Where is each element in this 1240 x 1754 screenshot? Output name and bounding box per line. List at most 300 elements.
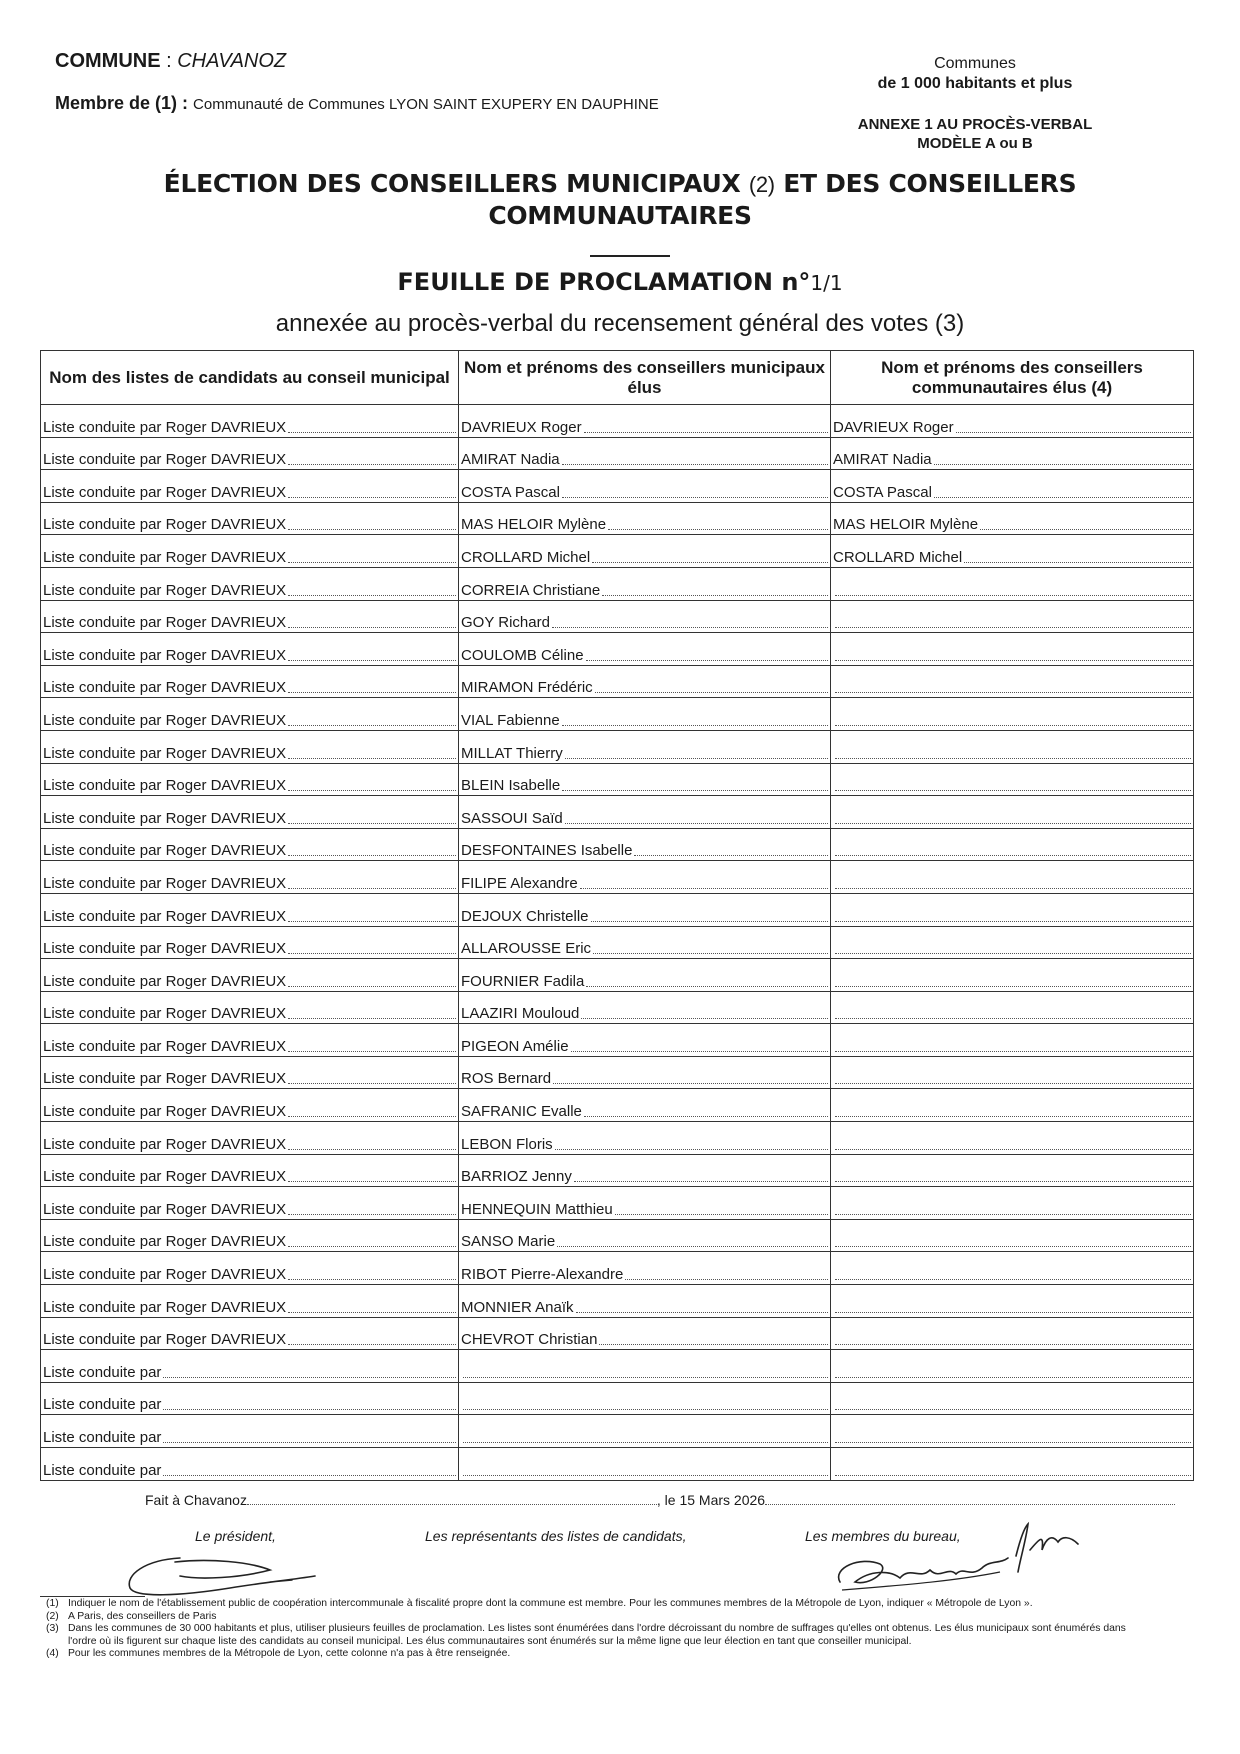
- cell-liste-text: Liste conduite par Roger DAVRIEUX: [43, 1070, 287, 1088]
- cell-liste: [41, 1285, 459, 1318]
- cell-communautaire: [831, 1154, 1194, 1187]
- cell-liste-text: Liste conduite par Roger DAVRIEUX: [43, 646, 287, 664]
- cell-municipal: [459, 1089, 831, 1122]
- dotted-line: [288, 1246, 456, 1247]
- cell-liste: [41, 1448, 459, 1481]
- dotted-line: [288, 1116, 456, 1117]
- cell-liste-text: Liste conduite par Roger DAVRIEUX: [43, 940, 287, 958]
- table-row: [41, 1350, 1194, 1383]
- dotted-line: [835, 725, 1191, 726]
- cell-communautaire-text: COSTA Pascal: [833, 483, 932, 501]
- dotted-line: [835, 1181, 1191, 1182]
- cell-municipal-text: MAS HELOIR Mylène: [461, 516, 607, 534]
- cell-liste-text: Liste conduite par Roger DAVRIEUX: [43, 842, 287, 860]
- president-label: Le président,: [195, 1528, 276, 1544]
- table-row: [41, 1448, 1194, 1481]
- table-row: [41, 437, 1194, 470]
- cell-liste: [41, 1154, 459, 1187]
- cell-municipal-text: PIGEON Amélie: [461, 1037, 569, 1055]
- cell-liste-text: Liste conduite par Roger DAVRIEUX: [43, 972, 287, 990]
- title-ref: (2): [748, 172, 775, 197]
- table-row: [41, 763, 1194, 796]
- title-part2: ET DES CONSEILLERS: [783, 169, 1077, 198]
- dotted-line: [571, 1051, 828, 1052]
- dotted-line: [288, 464, 456, 465]
- dotted-line: [586, 986, 828, 987]
- dotted-line: [565, 758, 828, 759]
- cell-liste-text: Liste conduite par: [43, 1461, 162, 1479]
- dotted-line: [835, 1116, 1191, 1117]
- cell-liste-text: Liste conduite par Roger DAVRIEUX: [43, 1298, 287, 1316]
- cell-municipal: [459, 1285, 831, 1318]
- dotted-line: [288, 1051, 456, 1052]
- cell-communautaire: [831, 1252, 1194, 1285]
- cell-liste: [41, 1024, 459, 1057]
- table-row: [41, 1382, 1194, 1415]
- cell-communautaire: [831, 1122, 1194, 1155]
- dotted-line: [574, 1181, 828, 1182]
- cell-liste-text: Liste conduite par Roger DAVRIEUX: [43, 581, 287, 599]
- communes-label: Communes: [934, 55, 1016, 72]
- table-row: [41, 796, 1194, 829]
- dotted-line: [565, 823, 828, 824]
- table-row: [41, 1285, 1194, 1318]
- table-row: [41, 1187, 1194, 1220]
- commune-line: [55, 50, 659, 73]
- table-body: [41, 405, 1194, 1481]
- cell-municipal: [459, 665, 831, 698]
- cell-liste-text: Liste conduite par Roger DAVRIEUX: [43, 483, 287, 501]
- dotted-line: [835, 660, 1191, 661]
- annexee-line: annexée au procès-verbal du recensement général des votes (3): [275, 310, 965, 337]
- table-row: [41, 665, 1194, 698]
- dotted-line: [625, 1279, 828, 1280]
- dotted-line: [555, 1149, 828, 1150]
- fait-dots: [247, 1504, 657, 1505]
- cell-municipal: [459, 926, 831, 959]
- cell-liste-text: Liste conduite par Roger DAVRIEUX: [43, 777, 287, 795]
- cell-municipal: [459, 991, 831, 1024]
- dotted-line: [163, 1475, 456, 1476]
- dotted-line: [463, 1475, 828, 1476]
- dotted-line: [835, 1246, 1191, 1247]
- cell-municipal-text: DESFONTAINES Isabelle: [461, 842, 633, 860]
- table-row: [41, 1024, 1194, 1057]
- dotted-line: [288, 1344, 456, 1345]
- dotted-line: [562, 497, 828, 498]
- dotted-line: [835, 758, 1191, 759]
- dotted-line: [288, 562, 456, 563]
- habitants-label: de 1 000 habitants et plus: [877, 75, 1073, 92]
- dotted-line: [163, 1409, 456, 1410]
- cell-municipal: [459, 1154, 831, 1187]
- dotted-line: [463, 1442, 828, 1443]
- table-row: [41, 567, 1194, 600]
- cell-liste: [41, 991, 459, 1024]
- footnotes: [46, 1598, 1156, 1661]
- dotted-line: [835, 953, 1191, 954]
- dotted-line: [288, 888, 456, 889]
- col-header-communautaires: Nom et prénoms des conseillers communautaires élus (4): [831, 351, 1194, 405]
- dotted-line: [288, 627, 456, 628]
- title-part1: ÉLECTION DES CONSEILLERS MUNICIPAUX: [163, 169, 741, 198]
- dotted-line: [835, 627, 1191, 628]
- cell-municipal: [459, 796, 831, 829]
- cell-municipal: [459, 405, 831, 438]
- cell-communautaire: [831, 535, 1194, 568]
- cell-liste: [41, 1317, 459, 1350]
- cell-communautaire: [831, 1382, 1194, 1415]
- cell-liste-text: Liste conduite par Roger DAVRIEUX: [43, 1005, 287, 1023]
- cell-liste: [41, 665, 459, 698]
- cell-communautaire: [831, 828, 1194, 861]
- cell-liste-text: Liste conduite par Roger DAVRIEUX: [43, 451, 287, 469]
- cell-liste: [41, 861, 459, 894]
- cell-communautaire: [831, 470, 1194, 503]
- dotted-line: [288, 1083, 456, 1084]
- cell-municipal: [459, 1448, 831, 1481]
- commune-value: CHAVANOZ: [177, 50, 287, 72]
- table-row: [41, 730, 1194, 763]
- dotted-line: [288, 986, 456, 987]
- dotted-line: [562, 725, 828, 726]
- cell-liste: [41, 437, 459, 470]
- cell-liste: [41, 926, 459, 959]
- table-row: [41, 959, 1194, 992]
- footnote-number: (3): [46, 1623, 59, 1634]
- cell-liste: [41, 600, 459, 633]
- dotted-line: [934, 464, 1191, 465]
- cell-communautaire: [831, 991, 1194, 1024]
- dotted-line: [835, 986, 1191, 987]
- dotted-line: [835, 1149, 1191, 1150]
- cell-municipal-text: AMIRAT Nadia: [461, 451, 560, 469]
- cell-municipal-text: SAFRANIC Evalle: [461, 1103, 582, 1121]
- table-row: [41, 470, 1194, 503]
- dotted-line: [288, 1312, 456, 1313]
- dotted-line: [288, 432, 456, 433]
- cell-liste: [41, 1056, 459, 1089]
- annexe-label: [830, 115, 1120, 153]
- annexe-line2: MODÈLE A ou B: [917, 135, 1033, 152]
- cell-municipal: [459, 1382, 831, 1415]
- cell-liste-text: Liste conduite par: [43, 1396, 162, 1414]
- dotted-line: [463, 1377, 828, 1378]
- cell-municipal-text: MONNIER Anaïk: [461, 1298, 574, 1316]
- cell-liste-text: Liste conduite par Roger DAVRIEUX: [43, 1103, 287, 1121]
- subtitle-text: FEUILLE DE PROCLAMATION n°: [397, 268, 811, 296]
- dotted-line: [288, 1018, 456, 1019]
- cell-communautaire: [831, 1448, 1194, 1481]
- footnote-text: Indiquer le nom de l'établissement public de coopération intercommunale à fiscalité propre dont la commune est membre. Pour les communes membres de la Métropole de Lyon, indiquer « Métropole de Lyon ».: [68, 1598, 1033, 1609]
- header-right: [830, 55, 1120, 153]
- cell-liste-text: Liste conduite par Roger DAVRIEUX: [43, 1037, 287, 1055]
- subtitle: [0, 268, 1240, 296]
- cell-communautaire: [831, 633, 1194, 666]
- cell-liste: [41, 567, 459, 600]
- fait-date: , le 15 Mars 2026: [656, 1492, 766, 1508]
- footnote: [46, 1611, 1156, 1624]
- cell-communautaire: [831, 1056, 1194, 1089]
- dotted-line: [552, 627, 828, 628]
- cell-liste: [41, 1415, 459, 1448]
- cell-communautaire: [831, 796, 1194, 829]
- dotted-line: [288, 758, 456, 759]
- col-header-municipaux: Nom et prénoms des conseillers municipaux élus: [459, 351, 831, 405]
- header-left: [55, 50, 659, 114]
- cell-municipal-text: SASSOUI Saïd: [461, 809, 563, 827]
- dotted-line: [835, 1475, 1191, 1476]
- cell-municipal: [459, 959, 831, 992]
- cell-municipal: [459, 1219, 831, 1252]
- cell-communautaire: [831, 698, 1194, 731]
- dotted-line: [584, 1116, 828, 1117]
- dotted-line: [584, 432, 828, 433]
- dotted-line: [463, 1409, 828, 1410]
- dotted-line: [593, 953, 828, 954]
- cell-liste-text: Liste conduite par Roger DAVRIEUX: [43, 809, 287, 827]
- dotted-line: [835, 921, 1191, 922]
- table-row: [41, 698, 1194, 731]
- cell-liste-text: Liste conduite par Roger DAVRIEUX: [43, 418, 287, 436]
- cell-municipal-text: HENNEQUIN Matthieu: [461, 1200, 613, 1218]
- cell-liste-text: Liste conduite par Roger DAVRIEUX: [43, 874, 287, 892]
- cell-liste-text: Liste conduite par Roger DAVRIEUX: [43, 679, 287, 697]
- cell-liste: [41, 535, 459, 568]
- cell-municipal-text: COULOMB Céline: [461, 646, 584, 664]
- dotted-line: [592, 562, 828, 563]
- dotted-line: [835, 855, 1191, 856]
- dotted-line: [835, 1312, 1191, 1313]
- cell-liste: [41, 1122, 459, 1155]
- cell-municipal-text: CHEVROT Christian: [461, 1331, 598, 1349]
- cell-liste-text: Liste conduite par Roger DAVRIEUX: [43, 1266, 287, 1284]
- cell-municipal: [459, 437, 831, 470]
- dotted-line: [835, 1344, 1191, 1345]
- dotted-line: [835, 1051, 1191, 1052]
- cell-communautaire: [831, 763, 1194, 796]
- cell-liste: [41, 828, 459, 861]
- dotted-line: [835, 1279, 1191, 1280]
- dotted-line: [980, 529, 1191, 530]
- table-row: [41, 1317, 1194, 1350]
- cell-communautaire-text: CROLLARD Michel: [833, 548, 963, 566]
- cell-liste-text: Liste conduite par Roger DAVRIEUX: [43, 1233, 287, 1251]
- cell-communautaire: [831, 502, 1194, 535]
- cell-municipal-text: ROS Bernard: [461, 1070, 552, 1088]
- dotted-line: [608, 529, 828, 530]
- table-row: [41, 535, 1194, 568]
- table-row: [41, 502, 1194, 535]
- cell-communautaire: [831, 1415, 1194, 1448]
- commune-label: COMMUNE: [55, 50, 161, 72]
- cell-liste: [41, 730, 459, 763]
- cell-communautaire-text: DAVRIEUX Roger: [833, 418, 954, 436]
- cell-municipal: [459, 535, 831, 568]
- bureau-signatures: [830, 1520, 1090, 1600]
- dotted-line: [163, 1377, 456, 1378]
- table-row: [41, 1219, 1194, 1252]
- document-title: [0, 168, 1240, 231]
- table-row: [41, 1154, 1194, 1187]
- cell-communautaire: [831, 1089, 1194, 1122]
- cell-liste: [41, 1252, 459, 1285]
- cell-liste: [41, 1187, 459, 1220]
- footnote-text: Dans les communes de 30 000 habitants et plus, utiliser plusieurs feuilles de proclamation. Les listes sont énumérées dans l'ordre décroissant du nombre de suffrages qu'elles ont obtenus. Les élus municipaux sont énumérés dans l'ordre où ils figurent sur chaque liste des candidats au conseil municipal. Les élus communautaires sont énumérés sur la même ligne que leur élection en tant que conseiller municipal.: [68, 1623, 1126, 1647]
- dotted-line: [557, 1246, 828, 1247]
- cell-communautaire: [831, 665, 1194, 698]
- table-row: [41, 1056, 1194, 1089]
- date-dots: [765, 1504, 1175, 1505]
- cell-municipal-text: DAVRIEUX Roger: [461, 418, 582, 436]
- membres-label: Les membres du bureau,: [805, 1528, 961, 1544]
- cell-communautaire: [831, 730, 1194, 763]
- dotted-line: [835, 790, 1191, 791]
- cell-communautaire: [831, 926, 1194, 959]
- dotted-line: [288, 692, 456, 693]
- cell-municipal: [459, 470, 831, 503]
- cell-communautaire: [831, 1350, 1194, 1383]
- dotted-line: [580, 888, 828, 889]
- cell-municipal-text: GOY Richard: [461, 614, 550, 632]
- cell-municipal-text: FILIPE Alexandre: [461, 874, 578, 892]
- cell-liste: [41, 405, 459, 438]
- cell-municipal: [459, 600, 831, 633]
- dotted-line: [615, 1214, 828, 1215]
- dotted-line: [288, 1214, 456, 1215]
- cell-communautaire: [831, 437, 1194, 470]
- cell-municipal: [459, 893, 831, 926]
- dotted-line: [835, 692, 1191, 693]
- cell-municipal: [459, 502, 831, 535]
- cell-municipal: [459, 828, 831, 861]
- dotted-line: [562, 790, 828, 791]
- dotted-line: [288, 497, 456, 498]
- cell-liste-text: Liste conduite par Roger DAVRIEUX: [43, 1331, 287, 1349]
- table-row: [41, 828, 1194, 861]
- dotted-line: [163, 1442, 456, 1443]
- footnote-rule: [40, 1596, 145, 1597]
- cell-municipal-text: DEJOUX Christelle: [461, 907, 589, 925]
- cell-liste: [41, 959, 459, 992]
- dotted-line: [288, 1279, 456, 1280]
- proclamation-table: [40, 350, 1194, 1481]
- footnote: [46, 1648, 1156, 1661]
- dotted-line: [288, 725, 456, 726]
- cell-communautaire: [831, 1285, 1194, 1318]
- cell-municipal-text: ALLAROUSSE Eric: [461, 940, 592, 958]
- cell-municipal: [459, 1056, 831, 1089]
- table-row: [41, 405, 1194, 438]
- president-signature: [120, 1540, 320, 1600]
- cell-municipal: [459, 1122, 831, 1155]
- cell-liste: [41, 1089, 459, 1122]
- footnote-text: A Paris, des conseillers de Paris: [68, 1610, 217, 1622]
- table-row: [41, 991, 1194, 1024]
- cell-municipal: [459, 1252, 831, 1285]
- cell-liste-text: Liste conduite par Roger DAVRIEUX: [43, 744, 287, 762]
- cell-municipal: [459, 1415, 831, 1448]
- cell-liste: [41, 763, 459, 796]
- dotted-line: [835, 1018, 1191, 1019]
- dotted-line: [288, 1181, 456, 1182]
- dotted-line: [835, 595, 1191, 596]
- dotted-line: [288, 595, 456, 596]
- cell-liste: [41, 1350, 459, 1383]
- dotted-line: [562, 464, 828, 465]
- cell-liste-text: Liste conduite par: [43, 1363, 162, 1381]
- commune-sep: :: [160, 50, 178, 72]
- cell-municipal: [459, 730, 831, 763]
- cell-liste-text: Liste conduite par Roger DAVRIEUX: [43, 548, 287, 566]
- cell-municipal: [459, 567, 831, 600]
- cell-municipal-text: FOURNIER Fadila: [461, 972, 585, 990]
- dotted-line: [835, 823, 1191, 824]
- cell-municipal: [459, 698, 831, 731]
- cell-communautaire: [831, 1024, 1194, 1057]
- table-row: [41, 926, 1194, 959]
- cell-municipal-text: MILLAT Thierry: [461, 744, 563, 762]
- dotted-line: [835, 1083, 1191, 1084]
- footnote-text: Pour les communes membres de la Métropole de Lyon, cette colonne n'a pas à être renseignée.: [68, 1648, 511, 1659]
- membre-value: Communauté de Communes LYON SAINT EXUPERY EN DAUPHINE: [193, 96, 659, 113]
- cell-municipal-text: VIAL Fabienne: [461, 711, 560, 729]
- cell-liste-text: Liste conduite par Roger DAVRIEUX: [43, 907, 287, 925]
- cell-communautaire-text: AMIRAT Nadia: [833, 451, 932, 469]
- cell-liste-text: Liste conduite par Roger DAVRIEUX: [43, 614, 287, 632]
- title-divider: [590, 255, 670, 257]
- cell-liste-text: Liste conduite par Roger DAVRIEUX: [43, 516, 287, 534]
- cell-liste-text: Liste conduite par Roger DAVRIEUX: [43, 1168, 287, 1186]
- cell-liste: [41, 698, 459, 731]
- cell-municipal: [459, 633, 831, 666]
- table-row: [41, 1415, 1194, 1448]
- dotted-line: [288, 855, 456, 856]
- membre-line: [55, 93, 659, 114]
- cell-communautaire: [831, 893, 1194, 926]
- table-row: [41, 1089, 1194, 1122]
- dotted-line: [288, 1149, 456, 1150]
- dotted-line: [288, 660, 456, 661]
- col-header-listes: Nom des listes de candidats au conseil municipal: [41, 351, 459, 405]
- cell-liste: [41, 502, 459, 535]
- dotted-line: [956, 432, 1191, 433]
- cell-municipal-text: MIRAMON Frédéric: [461, 679, 593, 697]
- title-line2: COMMUNAUTAIRES: [488, 201, 752, 230]
- dotted-line: [288, 823, 456, 824]
- dotted-line: [595, 692, 828, 693]
- table-row: [41, 633, 1194, 666]
- dotted-line: [288, 790, 456, 791]
- cell-liste: [41, 633, 459, 666]
- dotted-line: [586, 660, 828, 661]
- membre-label: Membre de (1) :: [55, 93, 189, 113]
- cell-municipal: [459, 861, 831, 894]
- dotted-line: [634, 855, 828, 856]
- cell-liste: [41, 1219, 459, 1252]
- dotted-line: [602, 595, 828, 596]
- cell-communautaire: [831, 1317, 1194, 1350]
- cell-municipal-text: SANSO Marie: [461, 1233, 556, 1251]
- footnote-number: (1): [46, 1598, 59, 1609]
- dotted-line: [288, 953, 456, 954]
- dotted-line: [599, 1344, 828, 1345]
- cell-municipal-text: BARRIOZ Jenny: [461, 1168, 572, 1186]
- dotted-line: [553, 1083, 828, 1084]
- dotted-line: [835, 1409, 1191, 1410]
- cell-liste-text: Liste conduite par: [43, 1429, 162, 1446]
- cell-liste-text: Liste conduite par Roger DAVRIEUX: [43, 1200, 287, 1218]
